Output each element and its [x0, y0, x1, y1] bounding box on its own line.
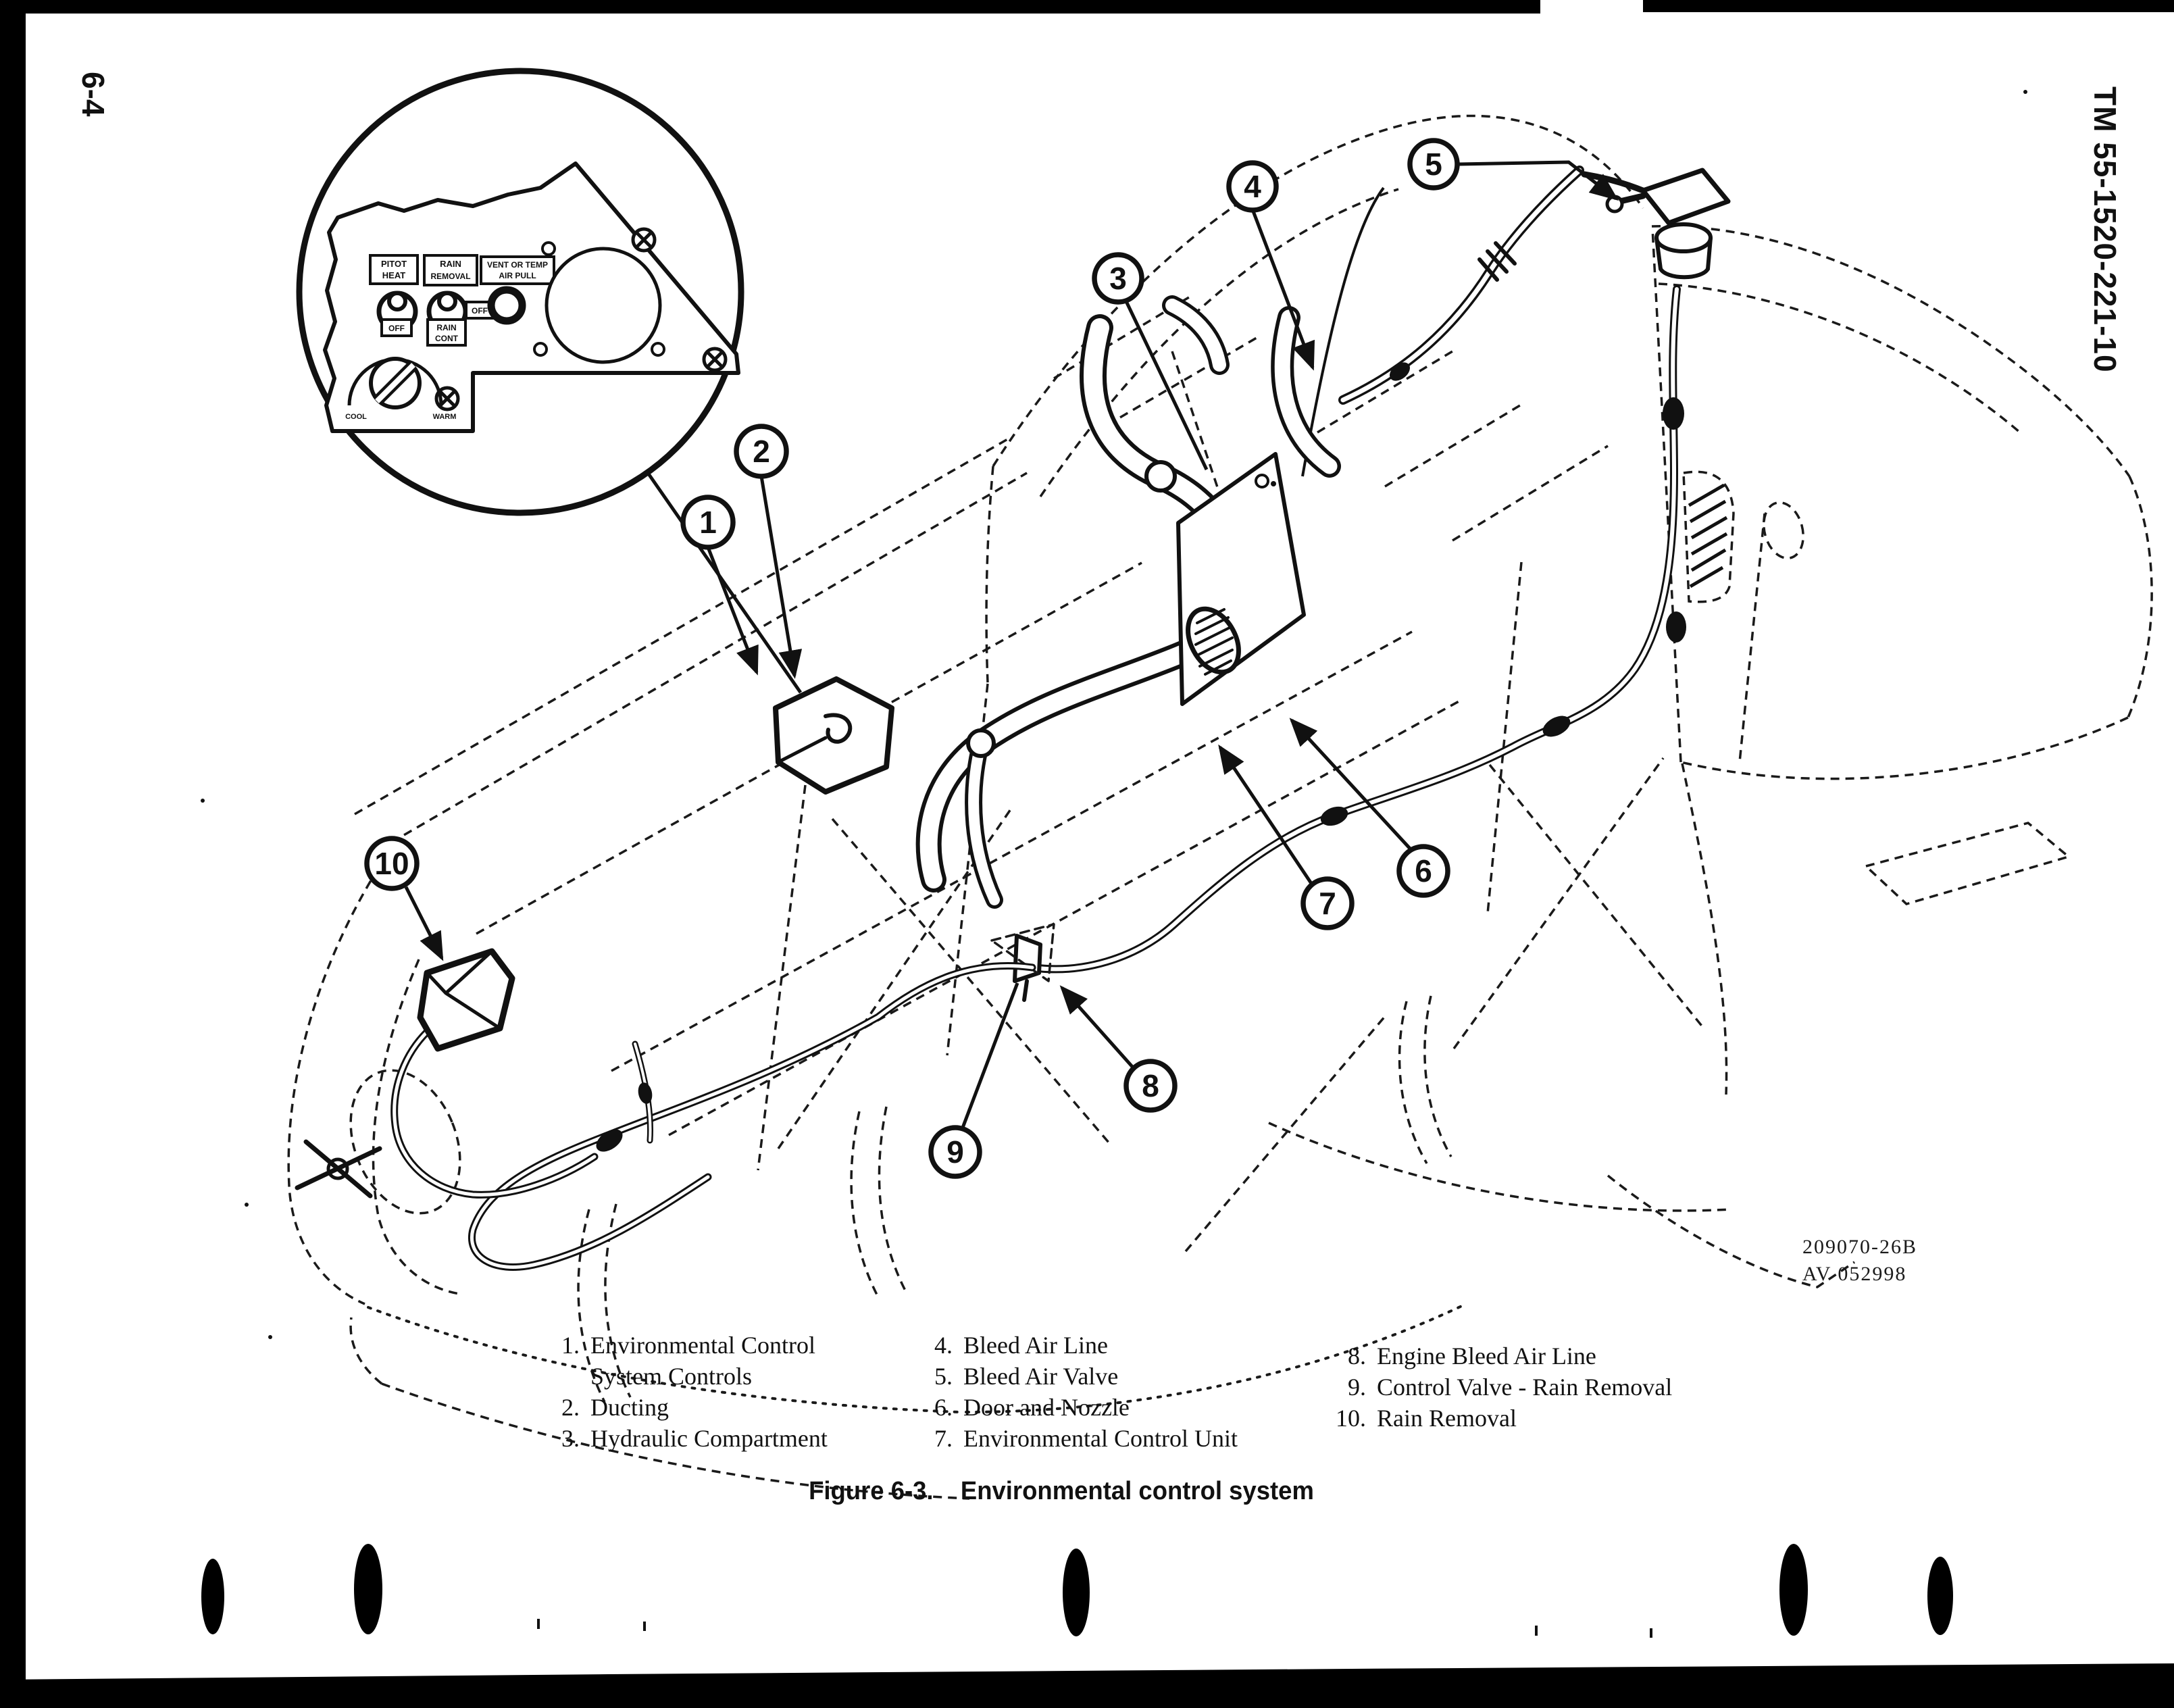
callout-7 — [1303, 879, 1352, 928]
legend-item: 8. Engine Bleed Air Line — [1348, 1342, 1596, 1370]
instrument-cutout — [547, 249, 660, 362]
svg-text:2: 2 — [753, 434, 770, 470]
placard-rain-removal-line1: RAIN — [440, 259, 461, 269]
svg-text:3: 3 — [1109, 261, 1127, 297]
legend-item: 4. Bleed Air Line — [934, 1332, 1108, 1359]
rain-removal-assembly — [395, 951, 1032, 1267]
screw-icon — [704, 349, 726, 370]
switch2-rain-label: RAIN — [436, 323, 457, 332]
svg-text:10: 10 — [374, 846, 409, 882]
nose-gun — [297, 1142, 380, 1196]
dial-warm-label: WARM — [432, 413, 457, 421]
rain-removal-nozzle — [420, 951, 512, 1049]
drawing-number-block — [1802, 1234, 1917, 1288]
placard-pitot-heat-line1: PITOT — [380, 259, 407, 269]
bleed-air-line — [1343, 170, 1579, 400]
punch-hole — [354, 1544, 382, 1634]
switch2-cont-label: CONT — [435, 334, 458, 343]
svg-text:4: 4 — [1244, 169, 1261, 205]
switch2-off-label: OFF — [472, 306, 488, 316]
placard-vent-temp-line1: VENT OR TEMP — [486, 260, 549, 270]
tm-number: TM 55-1520-221-10 — [2088, 86, 2123, 373]
legend-item: 7. Environmental Control Unit — [934, 1425, 1238, 1452]
punch-hole — [201, 1559, 224, 1634]
svg-text:6: 6 — [1415, 853, 1432, 889]
placard-rain-removal-line2: REMOVAL — [430, 272, 471, 281]
figure-caption-title: Environmental control system — [960, 1477, 1314, 1505]
legend-item: 2. Ducting — [561, 1394, 669, 1421]
svg-text:5: 5 — [1425, 147, 1442, 182]
svg-text:7: 7 — [1319, 886, 1336, 922]
punch-hole — [1063, 1549, 1090, 1636]
legend-item: 9. Control Valve - Rain Removal — [1348, 1374, 1673, 1401]
legend-item: System Controls — [590, 1363, 753, 1390]
placard-pitot-heat-line2: HEAT — [382, 270, 406, 280]
switch1-off-label: OFF — [388, 324, 405, 333]
legend-column-2 — [885, 1330, 1238, 1454]
callout-3 — [1094, 255, 1142, 302]
legend-item: 3. Hydraulic Compartment — [561, 1425, 828, 1452]
callout-1 — [683, 497, 733, 547]
air-pull-knob-icon — [491, 290, 522, 321]
svg-text:9: 9 — [946, 1134, 964, 1170]
page-number: 6-4 — [76, 72, 111, 117]
placard-vent-temp-line2: AIR PULL — [499, 271, 536, 280]
drawing-number: 209070-26B — [1802, 1236, 1917, 1258]
inset-detail — [299, 71, 801, 693]
screw-icon — [633, 229, 655, 251]
side-louver-grille — [1689, 485, 1727, 586]
legend-item: 5. Bleed Air Valve — [934, 1363, 1119, 1390]
dial-cool-label: COOL — [345, 413, 367, 421]
rain-removal-control-valve — [992, 924, 1054, 1000]
av-number: AV 052998 — [1802, 1263, 1907, 1285]
callout-5 — [1410, 141, 1457, 188]
svg-text:8: 8 — [1142, 1068, 1159, 1104]
svg-text:1: 1 — [699, 505, 717, 541]
legend-column-3 — [1296, 1340, 1672, 1434]
figure-caption-label: Figure 6-3. — [809, 1477, 934, 1505]
heater-unit — [776, 679, 892, 792]
punch-hole — [1779, 1544, 1808, 1636]
callout-2 — [736, 426, 786, 476]
callout-6 — [1399, 847, 1448, 895]
legend-column-1 — [520, 1330, 828, 1454]
punch-holes — [201, 1544, 1953, 1636]
legend-item: 6. Door and Nozzle — [934, 1394, 1130, 1421]
callout-4 — [1229, 163, 1276, 210]
callout-10 — [367, 838, 417, 888]
bleed-air-valve — [1584, 170, 1728, 277]
callout-9 — [931, 1128, 980, 1176]
punch-hole — [1927, 1557, 1953, 1635]
figure-caption — [757, 1477, 1366, 1506]
legend-item: 10. Rain Removal — [1336, 1405, 1517, 1432]
callout-8 — [1126, 1061, 1175, 1110]
legend-item: 1. Environmental Control — [561, 1332, 815, 1359]
